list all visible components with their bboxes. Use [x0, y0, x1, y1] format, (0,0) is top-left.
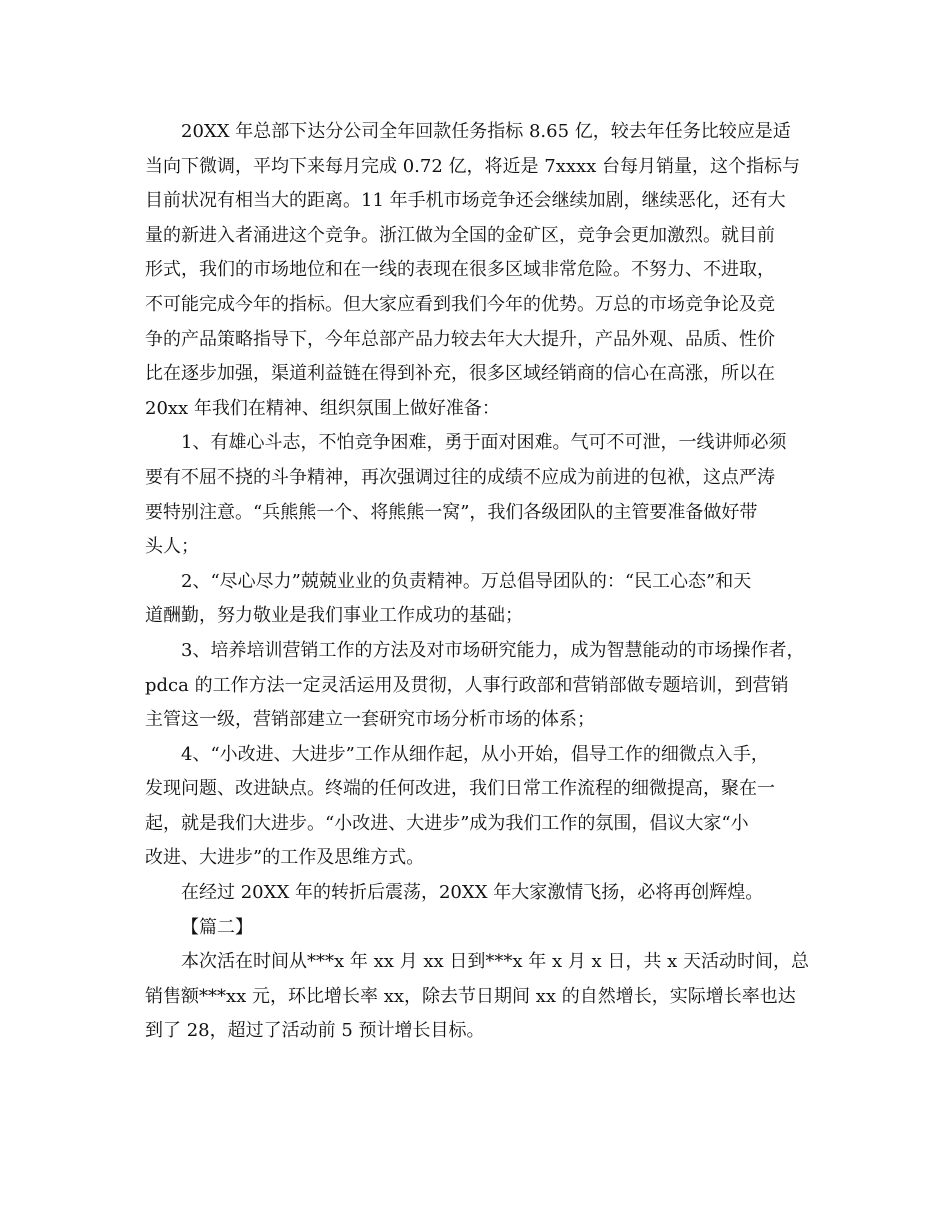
paragraph-line: 要特别注意。“兵熊熊一个、将熊熊一窝”，我们各级团队的主管要准备做好带 [145, 501, 758, 523]
paragraph-line: 不可能完成今年的指标。但大家应看到我们今年的优势。万总的市场竞争论及竞 [145, 293, 775, 315]
paragraph-line: 改进、大进步”的工作及思维方式。 [145, 847, 425, 869]
paragraph-line: 要有不屈不挠的斗争精神，再次强调过往的成绩不应成为前进的包袱，这点严涛 [145, 466, 775, 488]
paragraph-line: 量的新进入者涌进这个竞争。浙江做为全国的金矿区，竞争会更加激烈。就目前 [145, 224, 775, 246]
paragraph-line: 争的产品策略指导下，今年总部产品力较去年大大提升，产品外观、品质、性价 [145, 328, 775, 350]
paragraph-line: pdca 的工作方法一定灵活运用及贯彻，人事行政部和营销部做专题培训，到营销 [145, 674, 789, 696]
document-body [145, 115, 825, 1049]
paragraph-line: 销售额***xx 元，环比增长率 xx，除去节日期间 xx 的自然增长，实际增长率也达 [145, 985, 796, 1007]
paragraph-line: 头人； [145, 536, 199, 558]
paragraph-line: 目前状况有相当大的距离。11 年手机市场竞争还会继续加剧，继续恶化，还有大 [145, 190, 786, 212]
paragraph-line: 道酬勤，努力敬业是我们事业工作成功的基础； [145, 605, 523, 627]
section-heading: 【篇二】 [181, 916, 253, 938]
paragraph-line: 本次活在时间从***x 年 xx 月 xx 日到***x 年 x 月 x 日，共 x 天活动时间，总 [181, 951, 810, 973]
paragraph-line: 主管这一级，营销部建立一套研究市场分析市场的体系； [145, 709, 595, 731]
paragraph-line: 在经过 20XX 年的转折后震荡，20XX 年大家激情飞扬，必将再创辉煌。 [181, 882, 764, 904]
paragraph-line: 20XX 年总部下达分公司全年回款任务指标 8.65 亿，较去年任务比较应是适 [181, 121, 791, 142]
paragraph-line: 3、培养培训营销工作的方法及对市场研究能力，成为智慧能动的市场操作者， [181, 639, 805, 661]
paragraph-line: 比在逐步加强，渠道利益链在得到补充，很多区域经销商的信心在高涨，所以在 [145, 363, 775, 385]
paragraph-line: 1、有雄心斗志，不怕竞争困难，勇于面对困难。气可不可泄，一线讲师必须 [181, 432, 787, 454]
paragraph-line: 到了 28，超过了活动前 5 预计增长目标。 [145, 1020, 485, 1042]
paragraph-line: 起，就是我们大进步。“小改进、大进步”成为我们工作的氛围，倡议大家“小 [145, 812, 749, 834]
paragraph-line: 形式，我们的市场地位和在一线的表现在很多区域非常危险。不努力、不进取， [145, 259, 775, 281]
paragraph-line: 发现问题、改进缺点。终端的任何改进，我们日常工作流程的细微提高，聚在一 [145, 778, 775, 800]
paragraph-line: 2、“尽心尽力”兢兢业业的负责精神。万总倡导团队的：“民工心态”和天 [181, 570, 752, 592]
paragraph-line: 4、“小改进、大进步”工作从细作起，从小开始，倡导工作的细微点入手， [181, 743, 769, 765]
paragraph-line: 当向下微调，平均下来每月完成 0.72 亿，将近是 7xxxx 台每月销量，这个指标与 [145, 155, 801, 177]
paragraph-line: 20xx 年我们在精神、组织氛围上做好准备： [145, 397, 500, 419]
